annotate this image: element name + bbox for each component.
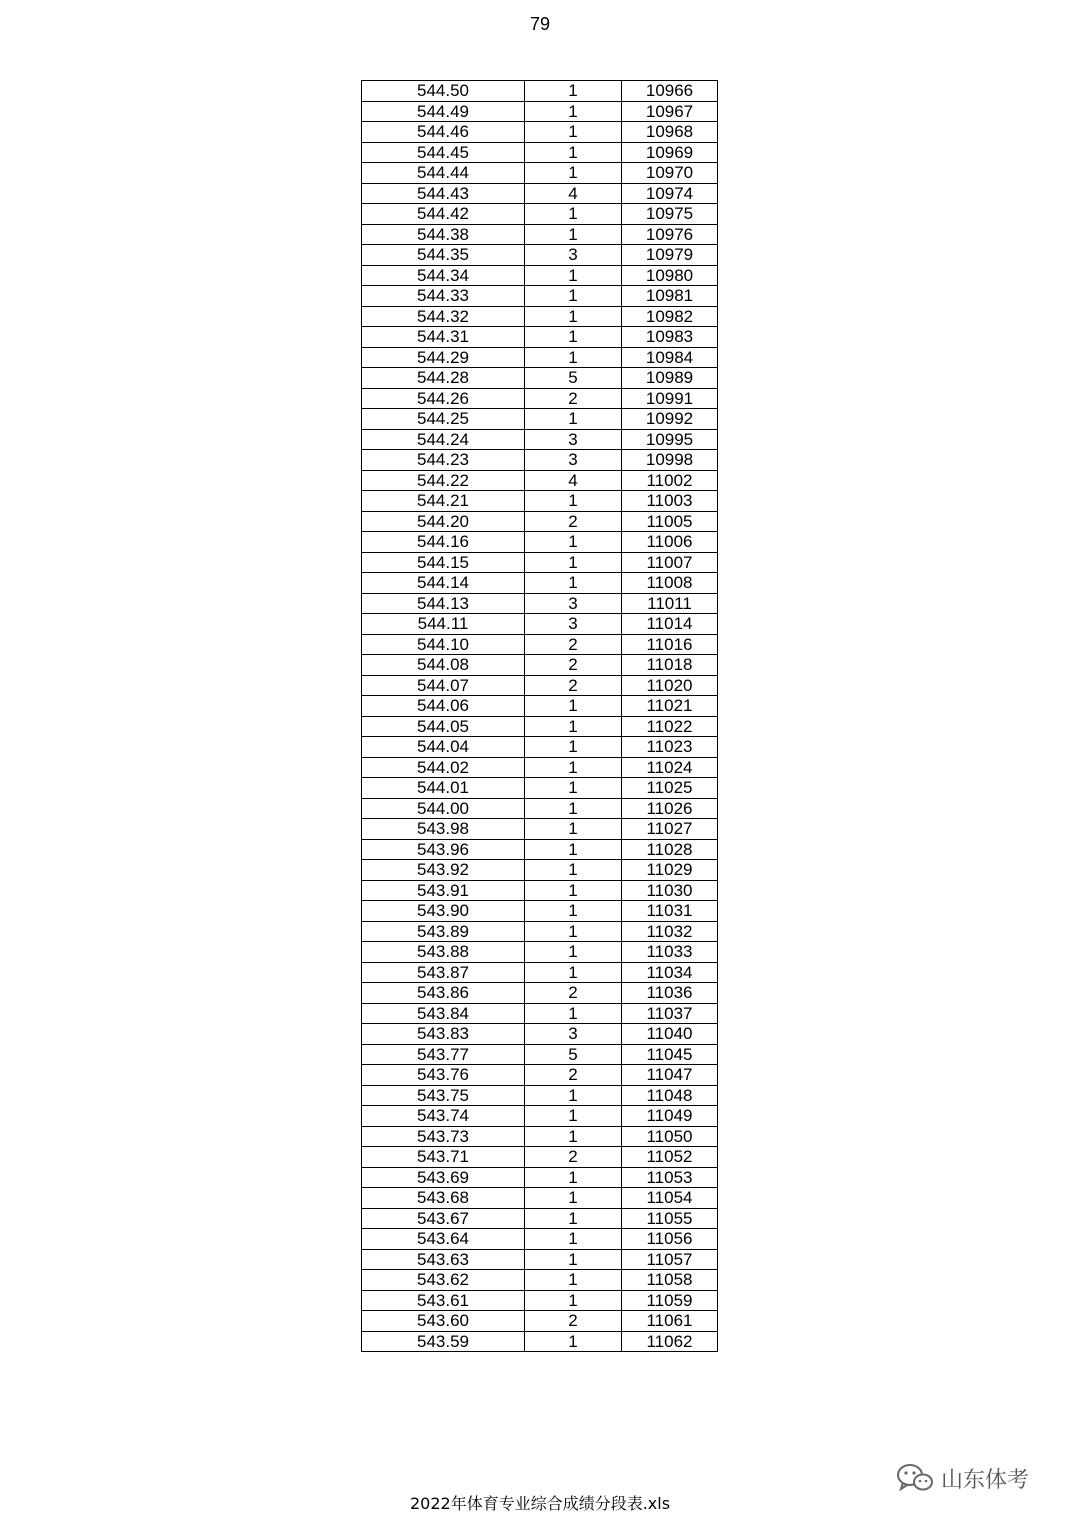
table-row <box>362 737 718 758</box>
count-cell: 1 <box>525 224 622 245</box>
cumulative-cell: 11056 <box>622 1229 718 1250</box>
cumulative-cell: 11032 <box>622 921 718 942</box>
table-row <box>362 675 718 696</box>
table-row <box>362 1044 718 1065</box>
table-row <box>362 101 718 122</box>
table-row <box>362 286 718 307</box>
score-cell: 543.77 <box>362 1044 525 1065</box>
cumulative-cell: 11047 <box>622 1065 718 1086</box>
table-row <box>362 368 718 389</box>
cumulative-cell: 10975 <box>622 204 718 225</box>
count-cell: 2 <box>525 634 622 655</box>
table-row <box>362 942 718 963</box>
count-cell: 1 <box>525 880 622 901</box>
count-cell: 1 <box>525 347 622 368</box>
score-cell: 543.84 <box>362 1003 525 1024</box>
cumulative-cell: 11027 <box>622 819 718 840</box>
score-cell: 544.43 <box>362 183 525 204</box>
table-row <box>362 511 718 532</box>
score-cell: 544.04 <box>362 737 525 758</box>
score-cell: 544.15 <box>362 552 525 573</box>
count-cell: 1 <box>525 409 622 430</box>
table-row <box>362 409 718 430</box>
cumulative-cell: 11018 <box>622 655 718 676</box>
score-cell: 544.34 <box>362 265 525 286</box>
score-table <box>361 80 718 1352</box>
table-row <box>362 1065 718 1086</box>
cumulative-cell: 10974 <box>622 183 718 204</box>
cumulative-cell: 11031 <box>622 901 718 922</box>
table-row <box>362 696 718 717</box>
score-cell: 544.16 <box>362 532 525 553</box>
cumulative-cell: 11030 <box>622 880 718 901</box>
table-row <box>362 778 718 799</box>
count-cell: 1 <box>525 1106 622 1127</box>
table-row <box>362 122 718 143</box>
table-row <box>362 880 718 901</box>
cumulative-cell: 10976 <box>622 224 718 245</box>
count-cell: 2 <box>525 1311 622 1332</box>
count-cell: 1 <box>525 265 622 286</box>
count-cell: 1 <box>525 1249 622 1270</box>
cumulative-cell: 10982 <box>622 306 718 327</box>
count-cell: 4 <box>525 470 622 491</box>
score-cell: 543.59 <box>362 1331 525 1352</box>
count-cell: 1 <box>525 142 622 163</box>
count-cell: 1 <box>525 778 622 799</box>
score-cell: 543.74 <box>362 1106 525 1127</box>
count-cell: 1 <box>525 163 622 184</box>
cumulative-cell: 10970 <box>622 163 718 184</box>
score-cell: 544.45 <box>362 142 525 163</box>
table-row <box>362 1126 718 1147</box>
count-cell: 1 <box>525 286 622 307</box>
count-cell: 1 <box>525 1003 622 1024</box>
table-row <box>362 81 718 102</box>
count-cell: 1 <box>525 962 622 983</box>
cumulative-cell: 11025 <box>622 778 718 799</box>
cumulative-cell: 11037 <box>622 1003 718 1024</box>
cumulative-cell: 11053 <box>622 1167 718 1188</box>
count-cell: 2 <box>525 675 622 696</box>
cumulative-cell: 11054 <box>622 1188 718 1209</box>
count-cell: 1 <box>525 1290 622 1311</box>
cumulative-cell: 11062 <box>622 1331 718 1352</box>
table-row <box>362 798 718 819</box>
score-cell: 544.25 <box>362 409 525 430</box>
count-cell: 1 <box>525 532 622 553</box>
cumulative-cell: 11024 <box>622 757 718 778</box>
count-cell: 1 <box>525 1331 622 1352</box>
count-cell: 2 <box>525 511 622 532</box>
score-cell: 544.05 <box>362 716 525 737</box>
table-row <box>362 1331 718 1352</box>
count-cell: 1 <box>525 696 622 717</box>
table-row <box>362 1249 718 1270</box>
count-cell: 1 <box>525 757 622 778</box>
cumulative-cell: 11036 <box>622 983 718 1004</box>
score-cell: 544.33 <box>362 286 525 307</box>
cumulative-cell: 11002 <box>622 470 718 491</box>
score-cell: 543.98 <box>362 819 525 840</box>
count-cell: 3 <box>525 429 622 450</box>
score-cell: 544.02 <box>362 757 525 778</box>
score-cell: 544.35 <box>362 245 525 266</box>
count-cell: 1 <box>525 491 622 512</box>
count-cell: 4 <box>525 183 622 204</box>
table-row <box>362 1208 718 1229</box>
table-row <box>362 245 718 266</box>
score-cell: 544.49 <box>362 101 525 122</box>
cumulative-cell: 11016 <box>622 634 718 655</box>
table-row <box>362 716 718 737</box>
cumulative-cell: 11061 <box>622 1311 718 1332</box>
table-row <box>362 1229 718 1250</box>
table-row <box>362 347 718 368</box>
table-row <box>362 819 718 840</box>
score-cell: 543.73 <box>362 1126 525 1147</box>
score-cell: 544.38 <box>362 224 525 245</box>
cumulative-cell: 10980 <box>622 265 718 286</box>
table-row <box>362 962 718 983</box>
watermark-text: 山东体考 <box>941 1467 1030 1493</box>
cumulative-cell: 10979 <box>622 245 718 266</box>
count-cell: 1 <box>525 1229 622 1250</box>
count-cell: 1 <box>525 81 622 102</box>
table-row <box>362 757 718 778</box>
score-cell: 544.24 <box>362 429 525 450</box>
table-row <box>362 306 718 327</box>
cumulative-cell: 11007 <box>622 552 718 573</box>
score-cell: 543.61 <box>362 1290 525 1311</box>
count-cell: 1 <box>525 1167 622 1188</box>
count-cell: 1 <box>525 1085 622 1106</box>
count-cell: 1 <box>525 839 622 860</box>
cumulative-cell: 11058 <box>622 1270 718 1291</box>
table-row <box>362 1167 718 1188</box>
count-cell: 1 <box>525 716 622 737</box>
count-cell: 1 <box>525 122 622 143</box>
cumulative-cell: 11033 <box>622 942 718 963</box>
score-cell: 544.07 <box>362 675 525 696</box>
cumulative-cell: 11028 <box>622 839 718 860</box>
cumulative-cell: 11034 <box>622 962 718 983</box>
count-cell: 3 <box>525 450 622 471</box>
cumulative-cell: 11048 <box>622 1085 718 1106</box>
count-cell: 1 <box>525 1270 622 1291</box>
table-row <box>362 1106 718 1127</box>
score-cell: 544.22 <box>362 470 525 491</box>
table-row <box>362 1290 718 1311</box>
score-cell: 544.32 <box>362 306 525 327</box>
count-cell: 1 <box>525 1188 622 1209</box>
score-table-body <box>362 81 718 1352</box>
count-cell: 1 <box>525 101 622 122</box>
count-cell: 1 <box>525 798 622 819</box>
score-cell: 544.10 <box>362 634 525 655</box>
table-row <box>362 1003 718 1024</box>
score-cell: 544.06 <box>362 696 525 717</box>
cumulative-cell: 11050 <box>622 1126 718 1147</box>
score-cell: 543.60 <box>362 1311 525 1332</box>
table-row <box>362 224 718 245</box>
cumulative-cell: 10983 <box>622 327 718 348</box>
table-row <box>362 655 718 676</box>
cumulative-cell: 11011 <box>622 593 718 614</box>
count-cell: 1 <box>525 819 622 840</box>
cumulative-cell: 10981 <box>622 286 718 307</box>
count-cell: 1 <box>525 1208 622 1229</box>
table-row <box>362 183 718 204</box>
score-cell: 543.89 <box>362 921 525 942</box>
count-cell: 1 <box>525 573 622 594</box>
cumulative-cell: 11008 <box>622 573 718 594</box>
table-row <box>362 1311 718 1332</box>
count-cell: 3 <box>525 614 622 635</box>
score-cell: 544.31 <box>362 327 525 348</box>
score-cell: 544.14 <box>362 573 525 594</box>
score-cell: 543.69 <box>362 1167 525 1188</box>
count-cell: 1 <box>525 327 622 348</box>
count-cell: 3 <box>525 245 622 266</box>
score-cell: 544.23 <box>362 450 525 471</box>
score-cell: 544.28 <box>362 368 525 389</box>
table-row <box>362 1024 718 1045</box>
cumulative-cell: 11003 <box>622 491 718 512</box>
score-cell: 543.76 <box>362 1065 525 1086</box>
table-row <box>362 614 718 635</box>
count-cell: 1 <box>525 860 622 881</box>
cumulative-cell: 11005 <box>622 511 718 532</box>
cumulative-cell: 10984 <box>622 347 718 368</box>
cumulative-cell: 10998 <box>622 450 718 471</box>
table-row <box>362 388 718 409</box>
table-row <box>362 1147 718 1168</box>
score-cell: 543.86 <box>362 983 525 1004</box>
cumulative-cell: 10992 <box>622 409 718 430</box>
table-row <box>362 1085 718 1106</box>
table-row <box>362 142 718 163</box>
score-cell: 544.08 <box>362 655 525 676</box>
table-row <box>362 839 718 860</box>
table-row <box>362 634 718 655</box>
cumulative-cell: 11029 <box>622 860 718 881</box>
cumulative-cell: 11045 <box>622 1044 718 1065</box>
cumulative-cell: 11021 <box>622 696 718 717</box>
score-cell: 544.00 <box>362 798 525 819</box>
cumulative-cell: 10966 <box>622 81 718 102</box>
table-row <box>362 163 718 184</box>
score-cell: 544.20 <box>362 511 525 532</box>
cumulative-cell: 10991 <box>622 388 718 409</box>
cumulative-cell: 11006 <box>622 532 718 553</box>
count-cell: 3 <box>525 593 622 614</box>
score-cell: 544.11 <box>362 614 525 635</box>
table-row <box>362 491 718 512</box>
count-cell: 1 <box>525 901 622 922</box>
count-cell: 2 <box>525 1147 622 1168</box>
cumulative-cell: 11022 <box>622 716 718 737</box>
score-cell: 543.83 <box>362 1024 525 1045</box>
score-cell: 544.01 <box>362 778 525 799</box>
score-cell: 543.96 <box>362 839 525 860</box>
score-cell: 543.75 <box>362 1085 525 1106</box>
score-cell: 544.44 <box>362 163 525 184</box>
score-cell: 544.46 <box>362 122 525 143</box>
count-cell: 2 <box>525 655 622 676</box>
score-cell: 543.90 <box>362 901 525 922</box>
count-cell: 1 <box>525 204 622 225</box>
table-row <box>362 450 718 471</box>
count-cell: 2 <box>525 388 622 409</box>
cumulative-cell: 10967 <box>622 101 718 122</box>
score-cell: 543.71 <box>362 1147 525 1168</box>
wechat-watermark <box>895 1462 1029 1494</box>
table-row <box>362 1270 718 1291</box>
cumulative-cell: 11055 <box>622 1208 718 1229</box>
score-cell: 544.13 <box>362 593 525 614</box>
count-cell: 1 <box>525 921 622 942</box>
score-cell: 544.42 <box>362 204 525 225</box>
score-cell: 544.29 <box>362 347 525 368</box>
count-cell: 1 <box>525 942 622 963</box>
score-cell: 543.67 <box>362 1208 525 1229</box>
count-cell: 1 <box>525 306 622 327</box>
table-row <box>362 573 718 594</box>
score-cell: 543.92 <box>362 860 525 881</box>
score-cell: 543.88 <box>362 942 525 963</box>
table-row <box>362 921 718 942</box>
table-row <box>362 470 718 491</box>
cumulative-cell: 11049 <box>622 1106 718 1127</box>
score-cell: 543.62 <box>362 1270 525 1291</box>
table-row <box>362 532 718 553</box>
cumulative-cell: 11014 <box>622 614 718 635</box>
wechat-icon <box>895 1462 935 1494</box>
table-row <box>362 552 718 573</box>
count-cell: 1 <box>525 552 622 573</box>
score-cell: 543.63 <box>362 1249 525 1270</box>
table-row <box>362 901 718 922</box>
cumulative-cell: 11040 <box>622 1024 718 1045</box>
score-cell: 543.68 <box>362 1188 525 1209</box>
table-row <box>362 327 718 348</box>
count-cell: 2 <box>525 983 622 1004</box>
count-cell: 1 <box>525 1126 622 1147</box>
cumulative-cell: 10989 <box>622 368 718 389</box>
cumulative-cell: 11026 <box>622 798 718 819</box>
score-cell: 543.64 <box>362 1229 525 1250</box>
score-cell: 544.21 <box>362 491 525 512</box>
score-cell: 543.91 <box>362 880 525 901</box>
table-row <box>362 860 718 881</box>
cumulative-cell: 11059 <box>622 1290 718 1311</box>
cumulative-cell: 10968 <box>622 122 718 143</box>
count-cell: 2 <box>525 1065 622 1086</box>
table-row <box>362 593 718 614</box>
count-cell: 3 <box>525 1024 622 1045</box>
footer-filename: 2022年体育专业综合成绩分段表.xls <box>409 1494 671 1513</box>
table-row <box>362 429 718 450</box>
score-cell: 543.87 <box>362 962 525 983</box>
cumulative-cell: 11057 <box>622 1249 718 1270</box>
cumulative-cell: 10995 <box>622 429 718 450</box>
table-row <box>362 265 718 286</box>
count-cell: 5 <box>525 368 622 389</box>
cumulative-cell: 11020 <box>622 675 718 696</box>
count-cell: 5 <box>525 1044 622 1065</box>
page-number: 79 <box>529 14 551 34</box>
count-cell: 1 <box>525 737 622 758</box>
score-cell: 544.26 <box>362 388 525 409</box>
cumulative-cell: 11052 <box>622 1147 718 1168</box>
table-row <box>362 204 718 225</box>
cumulative-cell: 10969 <box>622 142 718 163</box>
table-row <box>362 983 718 1004</box>
table-row <box>362 1188 718 1209</box>
cumulative-cell: 11023 <box>622 737 718 758</box>
score-cell: 544.50 <box>362 81 525 102</box>
